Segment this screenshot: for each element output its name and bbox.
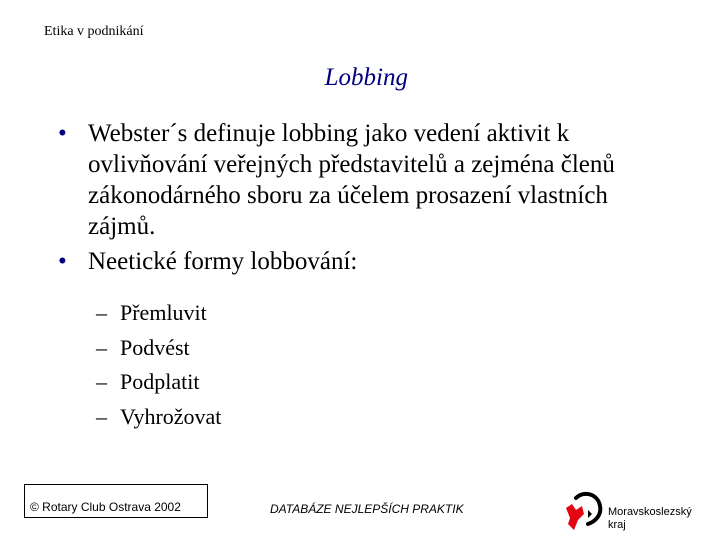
sub-item-text: Vyhrožovat	[120, 403, 222, 429]
sub-marker: –	[96, 369, 107, 394]
sub-item-text: Podvést	[120, 334, 190, 360]
bullet-text: Neetické formy lobbování:	[88, 248, 358, 275]
logo-text-line: Moravskoslezský	[608, 506, 692, 518]
bullet-marker: •	[58, 120, 67, 147]
bullet-text: Webster´s definuje lobbing jako vedení aktivit k ovlivňování veřejných představitelů a zejména členů zákonodárného sboru za účelem prosazení vlastních zájmů.	[88, 120, 615, 240]
logo-text-line: kraj	[608, 519, 626, 531]
footer-database: DATABÁZE NEJLEPŠÍCH PRAKTIK	[270, 502, 464, 516]
header-text: Etika v podnikání	[44, 24, 144, 39]
sub-item	[96, 296, 221, 331]
region-logo	[562, 490, 712, 536]
slide-title: Lobbing	[324, 64, 408, 91]
bullet-list	[58, 118, 678, 281]
region-logo-icon	[562, 490, 608, 536]
sub-item	[96, 365, 221, 400]
bullet-marker: •	[58, 248, 67, 275]
sub-item-text: Podplatit	[120, 369, 200, 394]
sub-list	[96, 296, 221, 434]
sub-item	[96, 331, 221, 366]
footer-copyright: © Rotary Club Ostrava 2002	[30, 500, 181, 514]
sub-item	[96, 400, 221, 435]
sub-marker: –	[96, 300, 107, 325]
sub-item-text: Přemluvit	[120, 300, 207, 325]
sub-marker: –	[96, 334, 107, 360]
logo-text	[608, 506, 708, 532]
bullet-item	[58, 118, 678, 242]
bullet-item	[58, 246, 678, 277]
sub-marker: –	[96, 403, 107, 429]
